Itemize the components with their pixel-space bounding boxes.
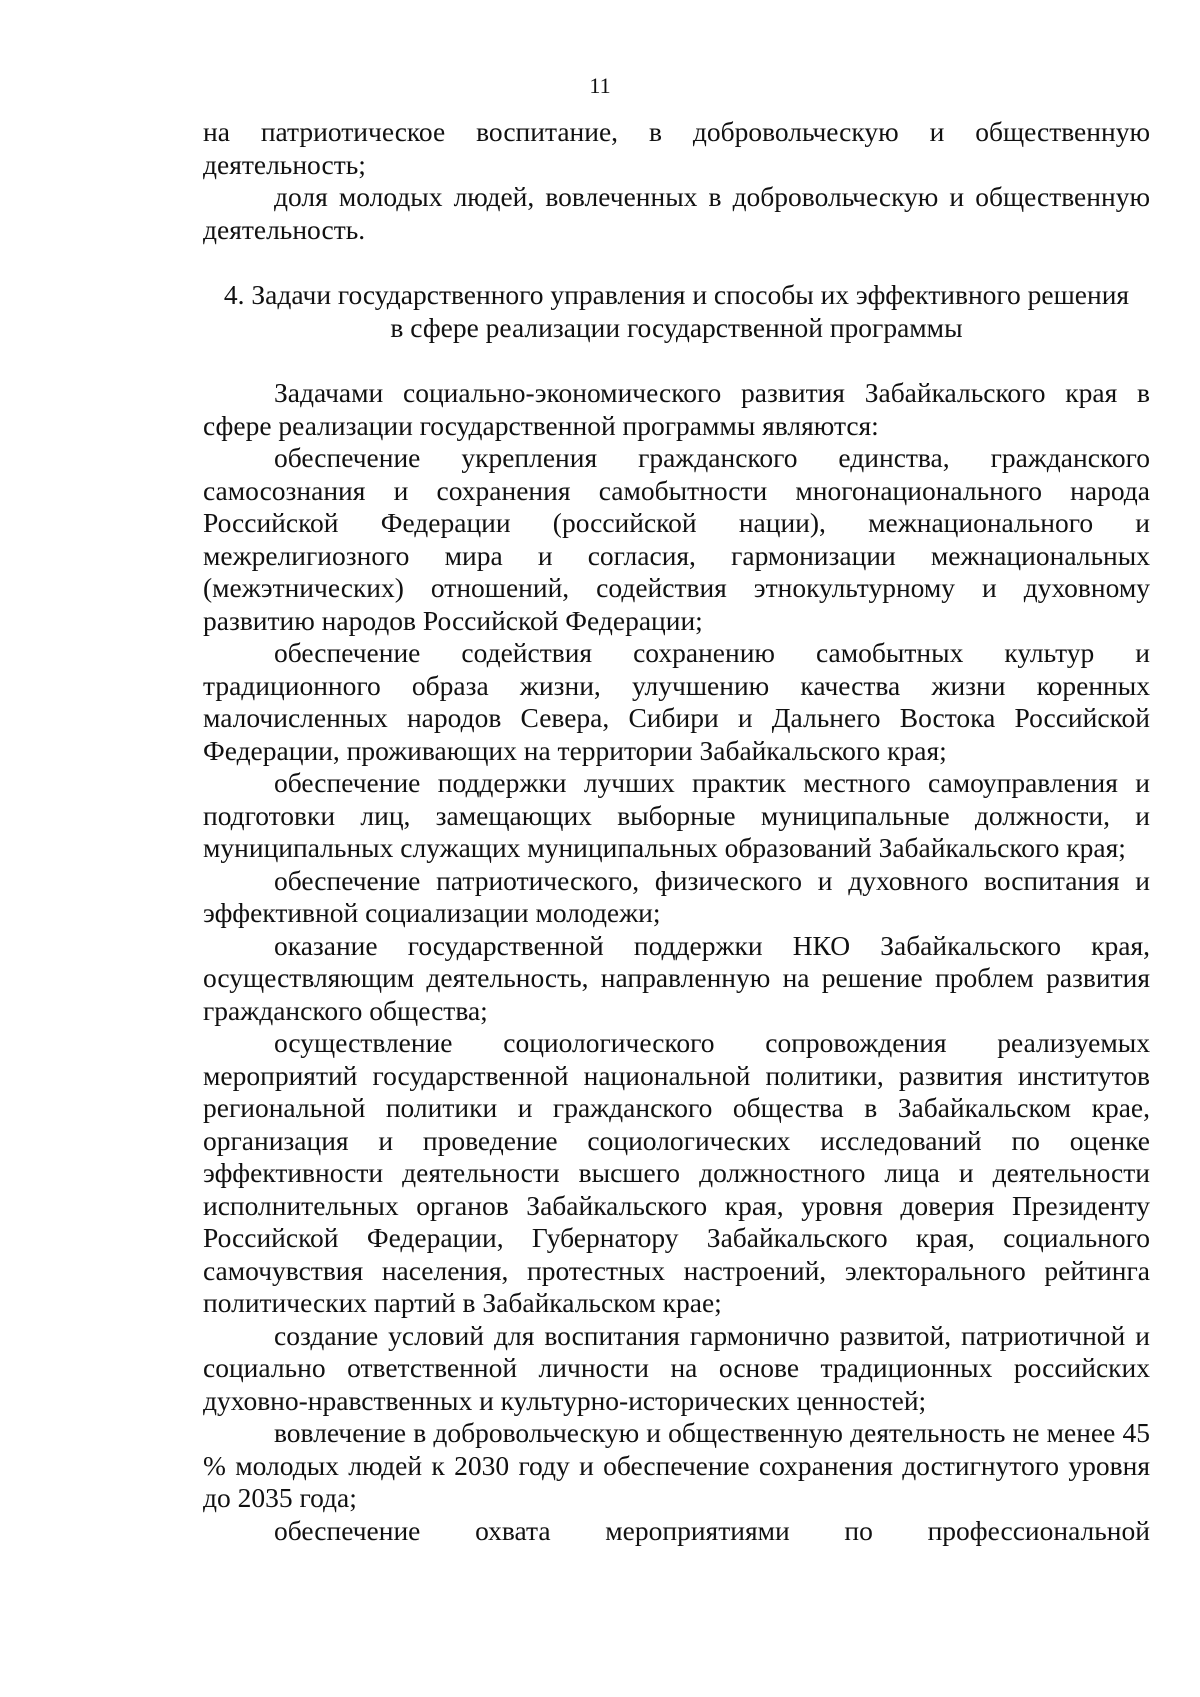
paragraph-intro: Задачами социально-экономического развития Забайкальского края в сфере реализации государственной программы являются: bbox=[203, 377, 1150, 441]
paragraph-task-3: обеспечение поддержки лучших практик местного самоуправления и подготовки лиц, замещающих выборные муниципальные должности, и муниципальных служащих муниципальных образований Забайкальского края; bbox=[203, 767, 1150, 863]
paragraph-task-5: оказание государственной поддержки НКО Забайкальского края, осуществляющим деятельность, направленную на решение проблем развития гражданского общества; bbox=[203, 929, 1150, 1026]
paragraph-task-2: обеспечение содействия сохранению самобытных культур и традиционного образа жизни, улучшению качества жизни коренных малочисленных народов Севера, Сибири и Дальнего Востока Российской Федерации, проживающих на территории Забайкальского края; bbox=[203, 637, 1150, 766]
paragraph-task-1: обеспечение укрепления гражданского единства, гражданского самосознания и сохранения самобытности многонационального народа Российской Федерации (российской нации), межнационального и межрелигиозного мира и согласия, гармонизации межнациональных (межэтнических) отношений, содействия этнокультурному и духовному развитию народов Российской Федерации; bbox=[203, 442, 1150, 636]
lead-paragraph-2: доля молодых людей, вовлеченных в добровольческую и общественную деятельность. bbox=[203, 181, 1150, 245]
paragraph-task-7: создание условий для воспитания гармонично развитой, патриотичной и социально ответственной личности на основе традиционных российских духовно-нравственных и культурно-исторических ценностей; bbox=[203, 1319, 1150, 1416]
page-number: 11 bbox=[589, 73, 611, 98]
section-heading-line-1: 4. Задачи государственного управления и способы их эффективного решения bbox=[223, 279, 1130, 310]
paragraph-task-8: вовлечение в добровольческую и общественную деятельность не менее 45 % молодых людей к 2030 году и обеспечение сохранения достигнутого уровня до 2035 года; bbox=[203, 1417, 1150, 1513]
document-body bbox=[203, 116, 1150, 1547]
section-heading bbox=[203, 279, 1150, 344]
paragraph-task-9: обеспечение охвата мероприятиями по профессиональной bbox=[274, 1514, 1150, 1546]
section-heading-line-2: в сфере реализации государственной программы bbox=[390, 311, 963, 343]
paragraph-task-6: осуществление социологического сопровождения реализуемых мероприятий государственной национальной политики, развития институтов региональной политики и гражданского общества в Забайкальском крае, организация и проведение социологических исследований по оценке эффективности деятельности высшего должностного лица и деятельности исполнительных органов Забайкальского края, уровня доверия Президенту Российской Федерации, Губернатору Забайкальского края, социального самочувствия населения, протестных настроений, электорального рейтинга политических партий в Забайкальском крае; bbox=[203, 1027, 1150, 1318]
paragraph-task-4: обеспечение патриотического, физического и духовного воспитания и эффективной социализации молодежи; bbox=[203, 864, 1150, 928]
lead-paragraph-1: на патриотическое воспитание, в добровольческую и общественную деятельность; bbox=[203, 116, 1150, 180]
